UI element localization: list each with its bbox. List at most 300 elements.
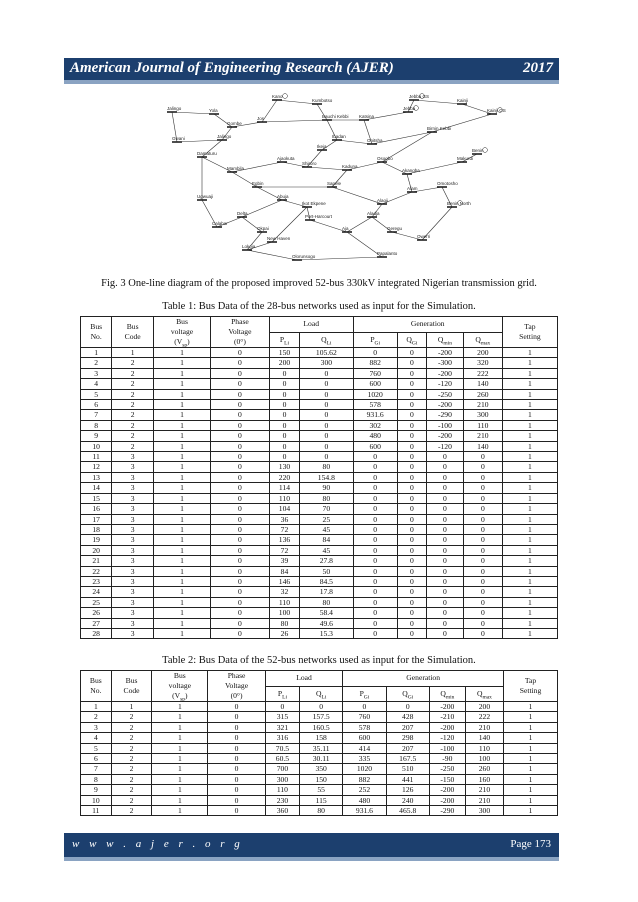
col-qli: $Q_{Li}$ <box>300 332 353 348</box>
table-cell: 1 <box>502 358 557 368</box>
table-row <box>81 764 558 774</box>
table-cell: 0 <box>211 566 270 576</box>
bus-label: Omotosho <box>437 181 458 186</box>
table-cell: 0 <box>397 410 426 420</box>
table-cell: 1 <box>502 389 557 399</box>
table-cell: 0 <box>427 504 464 514</box>
col-bus-no: Bus No. <box>81 671 112 702</box>
bus-label: Kano <box>272 94 283 99</box>
table-cell: 0 <box>427 483 464 493</box>
table-row <box>81 628 558 638</box>
table-cell: 2 <box>111 806 152 816</box>
table-cell: -250 <box>427 389 464 399</box>
table-row <box>81 431 558 441</box>
table-cell: 0 <box>211 420 270 430</box>
table-cell: -300 <box>427 358 464 368</box>
table-cell: 0 <box>427 535 464 545</box>
table-cell: 260 <box>465 764 503 774</box>
table-cell: 3 <box>112 524 154 534</box>
table-cell: 3 <box>112 452 154 462</box>
table-cell: 1 <box>504 722 558 732</box>
bus-bar <box>417 239 427 241</box>
table-cell: 0 <box>427 608 464 618</box>
table-cell: 0 <box>397 483 426 493</box>
table-cell: 0 <box>211 524 270 534</box>
table-cell: 0 <box>211 618 270 628</box>
table-cell: 1 <box>152 722 208 732</box>
bus-label: Ikot Ekpene <box>302 201 326 206</box>
table-cell: 6 <box>81 400 112 410</box>
table-cell: 80 <box>300 462 353 472</box>
table-cell: 3 <box>112 587 154 597</box>
table-cell: 140 <box>463 441 502 451</box>
table1-title: Table 1: Bus Data of the 28-bus networks used as input for the Simulation. <box>162 301 476 312</box>
table-cell: 13 <box>81 472 112 482</box>
table-cell: 0 <box>353 576 397 586</box>
table-cell: 3 <box>112 556 154 566</box>
bus-bar <box>209 113 219 115</box>
table-row <box>81 712 558 722</box>
table-cell: 1 <box>153 597 210 607</box>
table-cell: 414 <box>343 743 386 753</box>
table-cell: 0 <box>397 472 426 482</box>
col-generation: Generation <box>343 671 504 687</box>
col-qgi: $Q_{Gi}$ <box>386 686 429 702</box>
table-cell: 70.5 <box>265 743 299 753</box>
table-cell: 0 <box>353 618 397 628</box>
table-cell: 0 <box>353 545 397 555</box>
table-cell: 21 <box>81 556 112 566</box>
table-row <box>81 535 558 545</box>
table-cell: 0 <box>427 576 464 586</box>
table-cell: 0 <box>397 556 426 566</box>
table-row <box>81 524 558 534</box>
table-cell: 0 <box>211 545 270 555</box>
table-cell: 0 <box>397 608 426 618</box>
table-cell: 0 <box>397 597 426 607</box>
table-cell: 1 <box>502 504 557 514</box>
table-cell: 1 <box>153 535 210 545</box>
bus-bar <box>197 199 207 201</box>
table-cell: 105.62 <box>300 348 353 358</box>
table-cell: 100 <box>465 754 503 764</box>
bus-bar <box>457 103 467 105</box>
table-row <box>81 358 558 368</box>
phase-label: Phase <box>231 317 249 326</box>
table-cell: 360 <box>265 806 299 816</box>
table-cell: 110 <box>269 597 299 607</box>
table-cell: 36 <box>269 514 299 524</box>
bus-bar <box>272 99 282 101</box>
table-cell: 1 <box>152 806 208 816</box>
table-row <box>81 576 558 586</box>
table-cell: 17 <box>81 514 112 524</box>
table-cell: 11 <box>81 452 112 462</box>
table-cell: 140 <box>465 733 503 743</box>
one-line-diagram <box>132 92 508 270</box>
table-cell: 2 <box>111 785 152 795</box>
table-cell: 3 <box>112 483 154 493</box>
table-cell: 55 <box>300 785 343 795</box>
table-cell: 1 <box>81 702 112 712</box>
table-cell: 35.11 <box>300 743 343 753</box>
table-cell: 1 <box>504 743 558 753</box>
table-cell: 0 <box>208 712 266 722</box>
table-cell: 0 <box>463 618 502 628</box>
bus-label: Sapele <box>327 181 342 186</box>
bus-label: Jalingo <box>217 134 232 139</box>
table-cell: 0 <box>269 389 299 399</box>
bus-label: Ikeja <box>317 144 327 149</box>
bus-bar <box>447 206 457 208</box>
table-cell: 480 <box>353 431 397 441</box>
table-cell: 3 <box>112 472 154 482</box>
table-cell: 0 <box>463 545 502 555</box>
table-cell: 1 <box>502 441 557 451</box>
table-cell: 0 <box>397 462 426 472</box>
table-cell: 136 <box>269 535 299 545</box>
table-cell: 0 <box>211 597 270 607</box>
table-cell: 0 <box>397 535 426 545</box>
table-cell: 0 <box>463 597 502 607</box>
bus-label: Jebba GS <box>409 94 430 99</box>
table-cell: 0 <box>343 702 386 712</box>
bus-bar <box>317 149 327 151</box>
table-cell: 2 <box>112 389 154 399</box>
table-cell: 6 <box>81 754 112 764</box>
bus-label: Damaturu <box>197 151 217 156</box>
table-row <box>81 702 558 712</box>
table-cell: 1 <box>502 379 557 389</box>
table-row <box>81 379 558 389</box>
table-cell: 0 <box>427 452 464 462</box>
table-cell: 3 <box>112 545 154 555</box>
table-cell: -90 <box>429 754 465 764</box>
bus-label: Yola <box>209 108 218 113</box>
table-cell: 1 <box>153 389 210 399</box>
table-row <box>81 754 558 764</box>
table-cell: -200 <box>427 400 464 410</box>
table-cell: 2 <box>111 722 152 732</box>
bus-bar <box>257 121 267 123</box>
table-cell: 1 <box>152 743 208 753</box>
bus-label: Afam <box>407 186 418 191</box>
bus-bar <box>227 126 237 128</box>
bus-label: Birnin Kebbi <box>427 126 452 131</box>
table-cell: 1 <box>502 545 557 555</box>
table-cell: 110 <box>265 785 299 795</box>
page-number: Page 173 <box>510 838 551 850</box>
table-cell: 0 <box>208 774 266 784</box>
bus-label: Owerri <box>417 234 431 239</box>
table-cell: -200 <box>429 795 465 805</box>
table-cell: 1 <box>153 514 210 524</box>
table-cell: 0 <box>211 431 270 441</box>
table-cell: 0 <box>397 618 426 628</box>
table-cell: 0 <box>211 389 270 399</box>
table-cell: 1 <box>502 410 557 420</box>
table-cell: 1 <box>502 524 557 534</box>
table-cell: 0 <box>208 785 266 795</box>
table-cell: 0 <box>353 566 397 576</box>
bus-label: Gombe <box>227 121 242 126</box>
table-cell: 0 <box>353 535 397 545</box>
table-cell: -120 <box>427 379 464 389</box>
table-cell: -100 <box>429 743 465 753</box>
table-cell: 2 <box>112 431 154 441</box>
table-cell: 2 <box>112 441 154 451</box>
table-cell: 0 <box>397 358 426 368</box>
bus-bar <box>403 111 413 113</box>
bus-bar <box>377 256 387 258</box>
table-cell: 9 <box>81 785 112 795</box>
table-cell: 0 <box>427 514 464 524</box>
table-cell: 0 <box>427 628 464 638</box>
table-cell: -200 <box>427 431 464 441</box>
table-row <box>81 410 558 420</box>
table-cell: 0 <box>463 587 502 597</box>
bus-label: Okpai <box>257 226 269 231</box>
table-cell: 260 <box>463 389 502 399</box>
table-cell: 428 <box>386 712 429 722</box>
bus-label: Papalanto <box>377 251 398 256</box>
table-cell: 0 <box>208 795 266 805</box>
table-cell: 1 <box>153 348 210 358</box>
bus-bar <box>312 103 322 105</box>
table-cell: 0 <box>208 764 266 774</box>
table-cell: 0 <box>397 379 426 389</box>
table-cell: 1 <box>502 368 557 378</box>
table-row <box>81 795 558 805</box>
table-cell: 3 <box>112 618 154 628</box>
table-cell: 350 <box>300 764 343 774</box>
table-cell: 0 <box>211 628 270 638</box>
bus-bar <box>302 206 312 208</box>
table-cell: 110 <box>463 420 502 430</box>
bus-label: Aladja <box>367 211 380 216</box>
table-cell: 1 <box>153 483 210 493</box>
table-row <box>81 452 558 462</box>
table-cell: 84 <box>300 535 353 545</box>
table-cell: 1 <box>502 462 557 472</box>
table-cell: 7 <box>81 410 112 420</box>
table-cell: 1 <box>504 806 558 816</box>
table-cell: 160 <box>465 774 503 784</box>
journal-header-bar <box>64 58 559 84</box>
table-cell: 1 <box>153 493 210 503</box>
table-cell: 200 <box>465 702 503 712</box>
table-cell: 210 <box>465 795 503 805</box>
table-cell: 441 <box>386 774 429 784</box>
table-cell: 2 <box>81 712 112 722</box>
table-row <box>81 566 558 576</box>
bus-bar <box>377 161 387 163</box>
table-cell: 1 <box>153 608 210 618</box>
transmission-line <box>242 200 282 217</box>
pvoltage-label: Voltage <box>228 327 252 336</box>
table-cell: 0 <box>300 400 353 410</box>
table-cell: 27 <box>81 618 112 628</box>
table-cell: 157.5 <box>300 712 343 722</box>
transmission-line <box>247 250 297 260</box>
table-cell: 0 <box>300 420 353 430</box>
table-cell: 0 <box>269 379 299 389</box>
table-cell: 600 <box>353 441 397 451</box>
table-cell: 1 <box>153 368 210 378</box>
table-cell: 0 <box>353 628 397 638</box>
table-cell: 126 <box>386 785 429 795</box>
table-cell: 5 <box>81 743 112 753</box>
col-bus-voltage: Bus voltage $(V_{sp})$ <box>153 317 210 348</box>
table-cell: 931.6 <box>353 410 397 420</box>
table-cell: 2 <box>111 754 152 764</box>
transmission-line <box>332 187 382 204</box>
table-row <box>81 597 558 607</box>
table-row <box>81 556 558 566</box>
table-cell: 320 <box>463 358 502 368</box>
col-bus-code: Bus Code <box>112 317 154 348</box>
table-row <box>81 785 558 795</box>
bus-bar <box>332 139 342 141</box>
col-qmax: $Q_{max}$ <box>465 686 503 702</box>
table-cell: 0 <box>463 576 502 586</box>
transmission-line <box>277 100 317 104</box>
bus-bar <box>277 199 287 201</box>
table-cell: 0 <box>211 441 270 451</box>
table-cell: 1 <box>504 764 558 774</box>
table-cell: -200 <box>429 722 465 732</box>
bus-bar <box>237 216 247 218</box>
bus-label: Kainji <box>457 98 469 103</box>
table1 <box>80 316 558 639</box>
table-cell: 302 <box>353 420 397 430</box>
table-cell: 1 <box>112 348 154 358</box>
table-cell: 14 <box>81 483 112 493</box>
table-cell: 1 <box>153 441 210 451</box>
table-cell: 84.5 <box>300 576 353 586</box>
tap-label: Tap <box>524 322 536 331</box>
table-cell: 2 <box>111 774 152 784</box>
table-row <box>81 514 558 524</box>
bus-label: Kainji GS <box>487 108 506 113</box>
bus-label: New Haven <box>267 236 291 241</box>
table-cell: 0 <box>208 702 266 712</box>
bus-bar <box>472 153 482 155</box>
table-cell: 760 <box>343 712 386 722</box>
table-cell: 0 <box>397 420 426 430</box>
bus-label: Lokoja <box>242 244 256 249</box>
table-cell: 1 <box>504 754 558 764</box>
table-cell: 0 <box>211 400 270 410</box>
table-cell: 4 <box>81 379 112 389</box>
table-cell: 1 <box>153 431 210 441</box>
table-cell: 49.6 <box>300 618 353 628</box>
bus-bar <box>267 241 277 243</box>
table-cell: 882 <box>353 358 397 368</box>
table-cell: 0 <box>211 535 270 545</box>
table-cell: 316 <box>265 733 299 743</box>
table-cell: 200 <box>269 358 299 368</box>
table-cell: 210 <box>465 785 503 795</box>
bus-label: Ugwuaji <box>197 194 214 199</box>
bus-label: Abuja <box>277 194 289 199</box>
table-cell: 1 <box>502 420 557 430</box>
table-cell: 3 <box>81 368 112 378</box>
table-cell: 0 <box>397 628 426 638</box>
table-cell: 1 <box>502 400 557 410</box>
table-cell: 1 <box>153 462 210 472</box>
table-cell: 1 <box>504 733 558 743</box>
transmission-line <box>307 167 347 170</box>
table-cell: 72 <box>269 524 299 534</box>
bus-bar <box>457 161 467 163</box>
table-cell: 465.8 <box>386 806 429 816</box>
table-cell: 0 <box>211 472 270 482</box>
bus-label: Onitsha <box>367 138 383 143</box>
table-cell: 8 <box>81 420 112 430</box>
table-cell: 300 <box>300 358 353 368</box>
bus-label: Katsina <box>359 114 375 119</box>
table-cell: 1 <box>502 566 557 576</box>
bus-label: Alaoji <box>377 198 389 203</box>
table-cell: 240 <box>386 795 429 805</box>
v-symbol: V <box>176 337 183 346</box>
table-cell: 3 <box>112 462 154 472</box>
journal-year: 2017 <box>523 60 553 76</box>
table-cell: 28 <box>81 628 112 638</box>
table-cell: 300 <box>465 806 503 816</box>
table-cell: 0 <box>269 368 299 378</box>
table-cell: 1 <box>153 410 210 420</box>
table-cell: 220 <box>269 472 299 482</box>
table-cell: 1 <box>153 400 210 410</box>
generation-label: Generation <box>410 319 445 329</box>
bus-label: Calabar <box>212 221 228 226</box>
table-cell: 1 <box>153 556 210 566</box>
table-cell: 2 <box>111 743 152 753</box>
table-cell: 0 <box>211 514 270 524</box>
table-cell: 2 <box>111 795 152 805</box>
table-cell: 1 <box>502 535 557 545</box>
table-cell: 200 <box>463 348 502 358</box>
col-pgi: $P_{Gi}$ <box>353 332 397 348</box>
table-cell: 1 <box>502 618 557 628</box>
table-cell: 1 <box>504 774 558 784</box>
table-cell: 1 <box>153 618 210 628</box>
bus-label: Jos <box>257 116 265 121</box>
table-cell: 2 <box>112 400 154 410</box>
col-tap-setting: Tap Setting <box>504 671 558 702</box>
table-cell: 0 <box>265 702 299 712</box>
table-cell: 104 <box>269 504 299 514</box>
table-cell: 0 <box>397 441 426 451</box>
table-cell: 0 <box>427 462 464 472</box>
table-cell: 0 <box>269 420 299 430</box>
table-cell: 0 <box>397 400 426 410</box>
table-cell: 0 <box>353 452 397 462</box>
table-cell: 0 <box>211 358 270 368</box>
table-cell: 0 <box>427 618 464 628</box>
table-cell: 1 <box>502 472 557 482</box>
table-cell: 0 <box>397 514 426 524</box>
table-cell: 600 <box>353 379 397 389</box>
table-cell: -200 <box>427 368 464 378</box>
table-cell: 30.11 <box>300 754 343 764</box>
table-cell: 100 <box>269 608 299 618</box>
table-cell: 578 <box>343 722 386 732</box>
table-cell: 16 <box>81 504 112 514</box>
table-cell: 2 <box>111 764 152 774</box>
